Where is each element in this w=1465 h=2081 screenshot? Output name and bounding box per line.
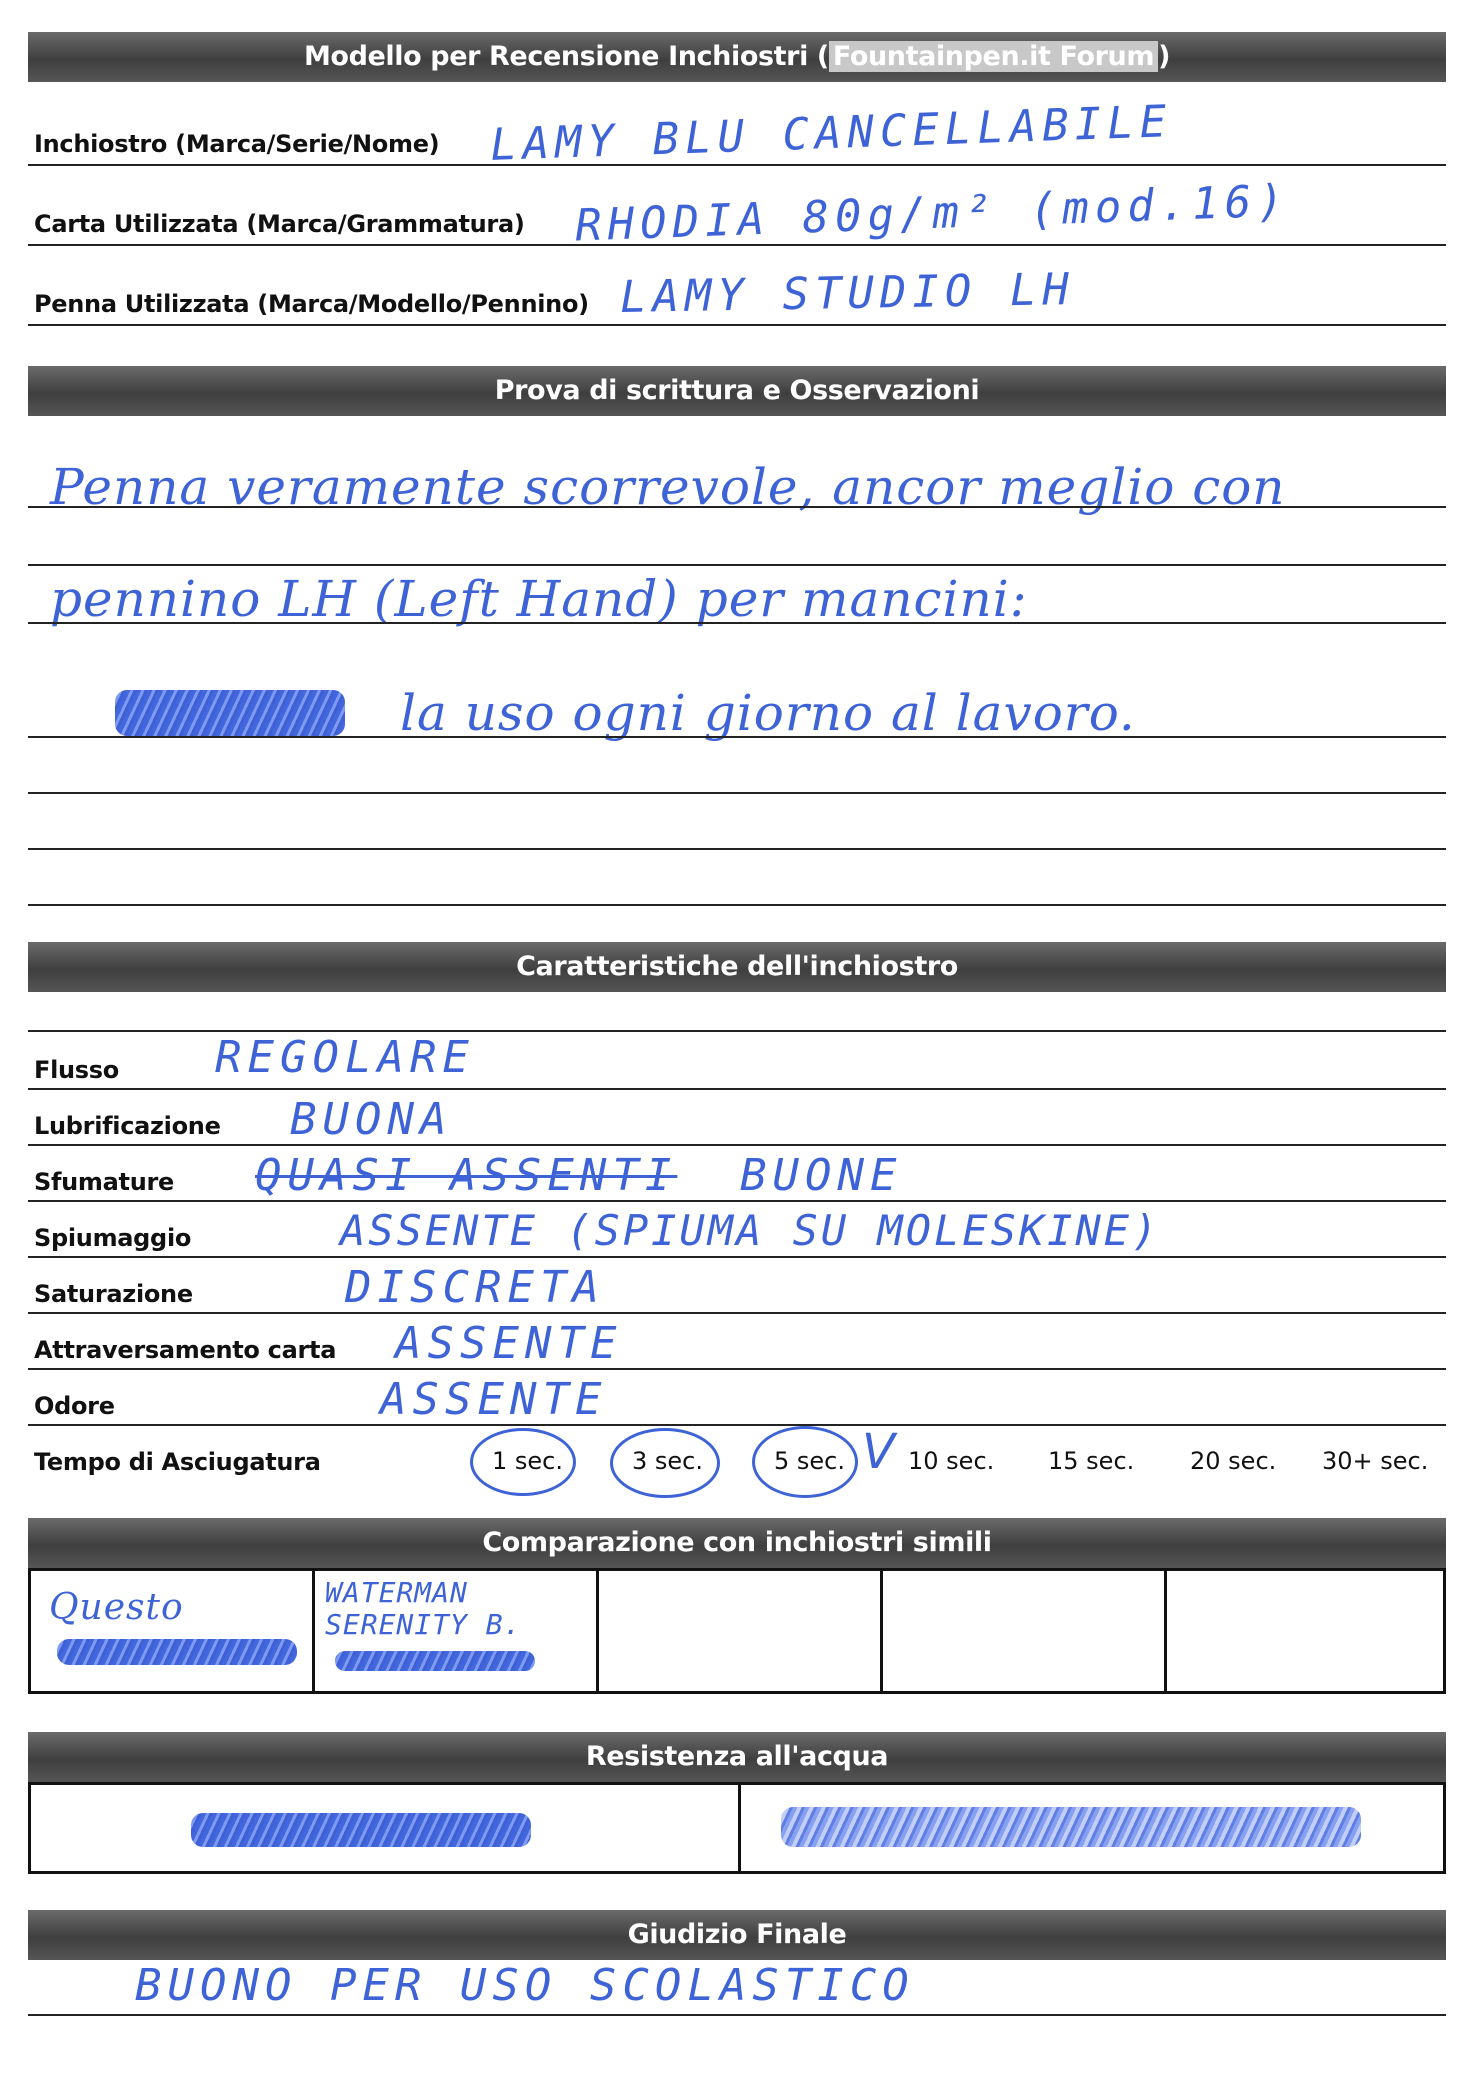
characteristics-section-bar: [28, 942, 1446, 992]
water-cell-dry: [31, 1785, 741, 1871]
writing-line-3: la uso ogni giorno al lavoro.: [400, 684, 1136, 742]
drying-option-30plus: 30+ sec.: [1322, 1447, 1429, 1475]
feathering-value: ASSENTE (SPIUMA SU MOLESKINE): [340, 1206, 1161, 1255]
rule-line: [28, 792, 1446, 794]
comparison-cell-4: [883, 1571, 1167, 1691]
shading-value: BUONE: [740, 1150, 903, 1201]
rule-line: [28, 848, 1446, 850]
odor-value: ASSENTE: [380, 1374, 608, 1425]
drying-time-label: Tempo di Asciugatura: [34, 1448, 321, 1476]
rule-line: [28, 244, 1446, 246]
bleed-through-label: Attraversamento carta: [34, 1336, 337, 1364]
flow-label: Flusso: [34, 1056, 119, 1084]
bleed-through-value: ASSENTE: [395, 1318, 623, 1369]
drying-checkmark: V: [862, 1424, 895, 1480]
rule-line: [28, 622, 1446, 624]
writing-line-2: pennino LH (Left Hand) per mancini:: [50, 570, 1028, 628]
rule-line: [28, 506, 1446, 508]
ink-value: LAMY BLU CANCELLABILE: [489, 96, 1173, 171]
lubrication-value: BUONA: [290, 1094, 453, 1145]
rule-line: [28, 164, 1446, 166]
shading-struck-value: QUASI ASSENTI: [255, 1150, 678, 1201]
drying-circle-3: [610, 1428, 720, 1498]
rule-line: [28, 1200, 1446, 1202]
saturation-label: Saturazione: [34, 1280, 193, 1308]
comparison-cell-2-text: WATERMAN SERENITY B.: [325, 1576, 522, 1641]
feathering-label: Spiumaggio: [34, 1224, 192, 1252]
comparison-section-title: Comparazione con inchiostri simili: [482, 1527, 992, 1558]
ink-swatch: [57, 1639, 297, 1665]
comparison-cell-5: [1167, 1571, 1443, 1691]
form-title-main: Modello per Recensione Inchiostri (: [303, 41, 829, 72]
form-title-forum: Fountainpen.it Forum: [829, 41, 1158, 72]
form-title-end: ): [1158, 41, 1171, 72]
scribble-mark: [115, 690, 345, 736]
paper-label: Carta Utilizzata (Marca/Grammatura): [34, 210, 525, 238]
comparison-cell-3: [599, 1571, 883, 1691]
ink-swatch-wet: [781, 1807, 1361, 1847]
comparison-grid: [28, 1568, 1446, 1694]
lubrication-label: Lubrificazione: [34, 1112, 221, 1140]
rule-line: [28, 564, 1446, 566]
rule-line: [28, 2014, 1446, 2016]
paper-value: RHODIA 80g/m² (mod.16): [574, 175, 1291, 252]
rule-line: [28, 1256, 1446, 1258]
pen-label: Penna Utilizzata (Marca/Modello/Pennino): [34, 290, 589, 318]
drying-option-1: 1 sec.: [492, 1447, 563, 1475]
drying-option-20: 20 sec.: [1190, 1447, 1277, 1475]
final-judgment-value: BUONO PER USO SCOLASTICO: [135, 1960, 915, 2011]
drying-option-5: 5 sec.: [774, 1447, 845, 1475]
drying-circle-5: [752, 1426, 858, 1498]
final-section-bar: [28, 1910, 1446, 1960]
rule-line: [28, 1312, 1446, 1314]
comparison-section-bar: [28, 1518, 1446, 1568]
rule-line: [28, 1424, 1446, 1426]
water-cell-wet: [741, 1785, 1443, 1871]
ink-swatch: [335, 1651, 535, 1671]
writing-section-title: Prova di scrittura e Osservazioni: [494, 375, 980, 406]
drying-option-3: 3 sec.: [632, 1447, 703, 1475]
odor-label: Odore: [34, 1392, 115, 1420]
rule-line: [28, 1088, 1446, 1090]
characteristics-section-title: Caratteristiche dell'inchiostro: [516, 951, 958, 982]
ink-label: Inchiostro (Marca/Serie/Nome): [34, 130, 440, 158]
pen-value: LAMY STUDIO LH: [619, 264, 1076, 323]
comparison-cell-2: [315, 1571, 599, 1691]
shading-label: Sfumature: [34, 1168, 174, 1196]
final-section-title: Giudizio Finale: [627, 1919, 847, 1950]
rule-line: [28, 324, 1446, 326]
water-grid: [28, 1782, 1446, 1874]
rule-line: [28, 1368, 1446, 1370]
form-title-bar: [28, 32, 1446, 82]
writing-section-bar: [28, 366, 1446, 416]
saturation-value: DISCRETA: [345, 1262, 605, 1313]
drying-circle-1: [470, 1428, 576, 1496]
ink-swatch-dry: [191, 1813, 531, 1847]
water-section-bar: [28, 1732, 1446, 1782]
rule-line: [28, 1144, 1446, 1146]
water-section-title: Resistenza all'acqua: [585, 1741, 889, 1772]
rule-line: [28, 904, 1446, 906]
writing-line-1: Penna veramente scorrevole, ancor meglio con: [50, 458, 1286, 516]
flow-value: REGOLARE: [215, 1032, 475, 1083]
comparison-cell-1: [31, 1571, 315, 1691]
drying-option-15: 15 sec.: [1048, 1447, 1135, 1475]
drying-option-10: 10 sec.: [908, 1447, 995, 1475]
comparison-cell-1-text: Questo: [49, 1587, 184, 1628]
rule-line: [28, 736, 1446, 738]
